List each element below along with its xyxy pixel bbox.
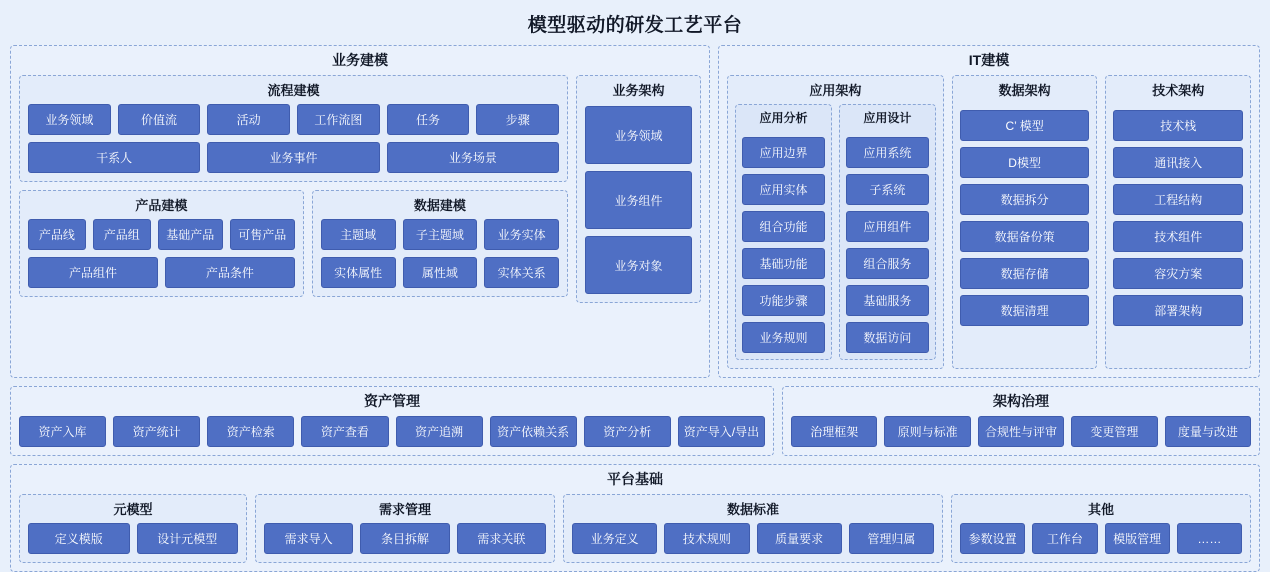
chip-business-event[interactable]: 业务事件: [207, 142, 379, 173]
chip-product-line[interactable]: 产品线: [28, 219, 86, 250]
data-architecture-title: 数据架构: [998, 83, 1051, 98]
panel-it-modeling: [718, 45, 1260, 378]
chip-data-cleanup[interactable]: 数据清理: [960, 295, 1090, 326]
panel-technical-architecture: [1105, 75, 1251, 369]
chip-data-backup-policy[interactable]: 数据备份策: [960, 221, 1090, 252]
chip-deployment-architecture[interactable]: 部署架构: [1113, 295, 1243, 326]
page-title: 模型驱动的研发工艺平台: [527, 15, 743, 36]
chip-asset-view[interactable]: 资产查看: [301, 416, 388, 447]
chip-principles-standards[interactable]: 原则与标准: [884, 416, 970, 447]
chip-base-function[interactable]: 基础功能: [742, 248, 825, 279]
chip-parameter-settings[interactable]: 参数设置: [960, 523, 1025, 554]
chip-data-storage[interactable]: 数据存储: [960, 258, 1090, 289]
chip-asset-statistics[interactable]: 资产统计: [113, 416, 200, 447]
data-standard-title: 数据标准: [726, 502, 779, 517]
product-modeling-title: 产品建模: [135, 198, 188, 213]
panel-product-modeling: [19, 190, 304, 297]
panel-architecture-governance: [782, 386, 1260, 456]
chip-business-entity[interactable]: 业务实体: [484, 219, 559, 250]
chip-activity[interactable]: 活动: [207, 104, 290, 135]
business-architecture-title: 业务架构: [612, 83, 665, 98]
chip-asset-import-export[interactable]: 资产导入/导出: [678, 416, 765, 447]
chip-task[interactable]: 任务: [387, 104, 470, 135]
panel-application-design: [839, 104, 936, 360]
chip-app-component[interactable]: 应用组件: [846, 211, 929, 242]
chip-data-split[interactable]: 数据拆分: [960, 184, 1090, 215]
chip-step[interactable]: 步骤: [476, 104, 559, 135]
data-modeling-title: 数据建模: [413, 198, 466, 213]
chip-ba-business-object[interactable]: 业务对象: [585, 236, 692, 294]
chip-composite-service[interactable]: 组合服务: [846, 248, 929, 279]
middle-section: [10, 386, 1260, 456]
chip-technical-rule[interactable]: 技术规则: [664, 523, 749, 554]
chip-asset-dependency[interactable]: 资产依赖关系: [490, 416, 577, 447]
panel-data-standard: [563, 494, 943, 563]
architecture-governance-title: 架构治理: [993, 393, 1049, 409]
chip-requirement-link[interactable]: 需求关联: [457, 523, 546, 554]
meta-model-title: 元模型: [113, 502, 153, 517]
chip-product-component[interactable]: 产品组件: [28, 257, 158, 288]
chip-asset-search[interactable]: 资产检索: [207, 416, 294, 447]
chip-quality-requirement[interactable]: 质量要求: [757, 523, 842, 554]
chip-app-system[interactable]: 应用系统: [846, 137, 929, 168]
panel-other: [951, 494, 1251, 563]
chip-business-rule[interactable]: 业务规则: [742, 322, 825, 353]
chip-d-model[interactable]: D模型: [960, 147, 1090, 178]
chip-workflow-diagram[interactable]: 工作流图: [297, 104, 380, 135]
chip-item-breakdown[interactable]: 条目拆解: [360, 523, 449, 554]
asset-management-title: 资产管理: [364, 393, 420, 409]
chip-app-entity[interactable]: 应用实体: [742, 174, 825, 205]
application-architecture-title: 应用架构: [809, 83, 862, 98]
chip-process-domain[interactable]: 业务领域: [28, 104, 111, 135]
chip-base-service[interactable]: 基础服务: [846, 285, 929, 316]
chip-ba-business-component[interactable]: 业务组件: [585, 171, 692, 229]
chip-subsystem[interactable]: 子系统: [846, 174, 929, 205]
chip-asset-trace[interactable]: 资产追溯: [396, 416, 483, 447]
it-modeling-title: IT建模: [968, 52, 1010, 68]
chip-entity-relation[interactable]: 实体关系: [484, 257, 559, 288]
chip-sellable-product[interactable]: 可售产品: [230, 219, 295, 250]
chip-c-model[interactable]: C’ 模型: [960, 110, 1090, 141]
chip-value-stream[interactable]: 价值流: [118, 104, 201, 135]
chip-function-step[interactable]: 功能步骤: [742, 285, 825, 316]
chip-disaster-recovery[interactable]: 容灾方案: [1113, 258, 1243, 289]
panel-requirement-management: [255, 494, 555, 563]
chip-define-template[interactable]: 定义模版: [28, 523, 130, 554]
chip-governance-framework[interactable]: 治理框架: [791, 416, 877, 447]
panel-process-modeling: [19, 75, 568, 182]
chip-asset-analysis[interactable]: 资产分析: [584, 416, 671, 447]
application-design-title: 应用设计: [863, 111, 912, 125]
chip-project-structure[interactable]: 工程结构: [1113, 184, 1243, 215]
platform-foundation-title: 平台基础: [607, 471, 663, 487]
panel-application-architecture: [727, 75, 944, 369]
chip-business-definition[interactable]: 业务定义: [572, 523, 657, 554]
chip-workbench[interactable]: 工作台: [1032, 523, 1097, 554]
chip-management-ownership[interactable]: 管理归属: [849, 523, 934, 554]
chip-stakeholder[interactable]: 干系人: [28, 142, 200, 173]
requirement-management-title: 需求管理: [378, 502, 431, 517]
chip-template-management[interactable]: 模版管理: [1105, 523, 1170, 554]
chip-design-meta-model[interactable]: 设计元模型: [137, 523, 239, 554]
chip-tech-stack[interactable]: 技术栈: [1113, 110, 1243, 141]
panel-platform-foundation: [10, 464, 1260, 572]
panel-business-modeling: [10, 45, 710, 378]
chip-more-ellipsis[interactable]: ……: [1177, 523, 1242, 554]
other-title: 其他: [1087, 502, 1114, 517]
chip-communication-access[interactable]: 通讯接入: [1113, 147, 1243, 178]
panel-meta-model: [19, 494, 247, 563]
application-analysis-title: 应用分析: [759, 111, 808, 125]
chip-attribute-domain[interactable]: 属性域: [403, 257, 478, 288]
chip-product-condition[interactable]: 产品条件: [165, 257, 295, 288]
chip-composite-function[interactable]: 组合功能: [742, 211, 825, 242]
chip-entity-attribute[interactable]: 实体属性: [321, 257, 396, 288]
chip-subject-domain[interactable]: 主题域: [321, 219, 396, 250]
chip-product-group[interactable]: 产品组: [93, 219, 151, 250]
chip-compliance-review[interactable]: 合规性与评审: [978, 416, 1064, 447]
chip-app-boundary[interactable]: 应用边界: [742, 137, 825, 168]
panel-business-architecture: [576, 75, 701, 303]
panel-data-modeling: [312, 190, 568, 297]
chip-requirement-import[interactable]: 需求导入: [264, 523, 353, 554]
panel-asset-management: [10, 386, 774, 456]
chip-measure-improve[interactable]: 度量与改进: [1165, 416, 1251, 447]
process-modeling-title: 流程建模: [267, 83, 320, 98]
chip-tech-component[interactable]: 技术组件: [1113, 221, 1243, 252]
panel-application-analysis: [735, 104, 832, 360]
chip-asset-intake[interactable]: 资产入库: [19, 416, 106, 447]
top-section: [10, 45, 1260, 378]
chip-business-scenario[interactable]: 业务场景: [387, 142, 559, 173]
chip-ba-business-domain[interactable]: 业务领域: [585, 106, 692, 164]
chip-base-product[interactable]: 基础产品: [158, 219, 223, 250]
chip-sub-subject-domain[interactable]: 子主题域: [403, 219, 478, 250]
chip-change-management[interactable]: 变更管理: [1071, 416, 1157, 447]
technical-architecture-title: 技术架构: [1152, 83, 1205, 98]
business-modeling-title: 业务建模: [332, 52, 388, 68]
panel-data-architecture: [952, 75, 1098, 369]
chip-data-access[interactable]: 数据访问: [846, 322, 929, 353]
